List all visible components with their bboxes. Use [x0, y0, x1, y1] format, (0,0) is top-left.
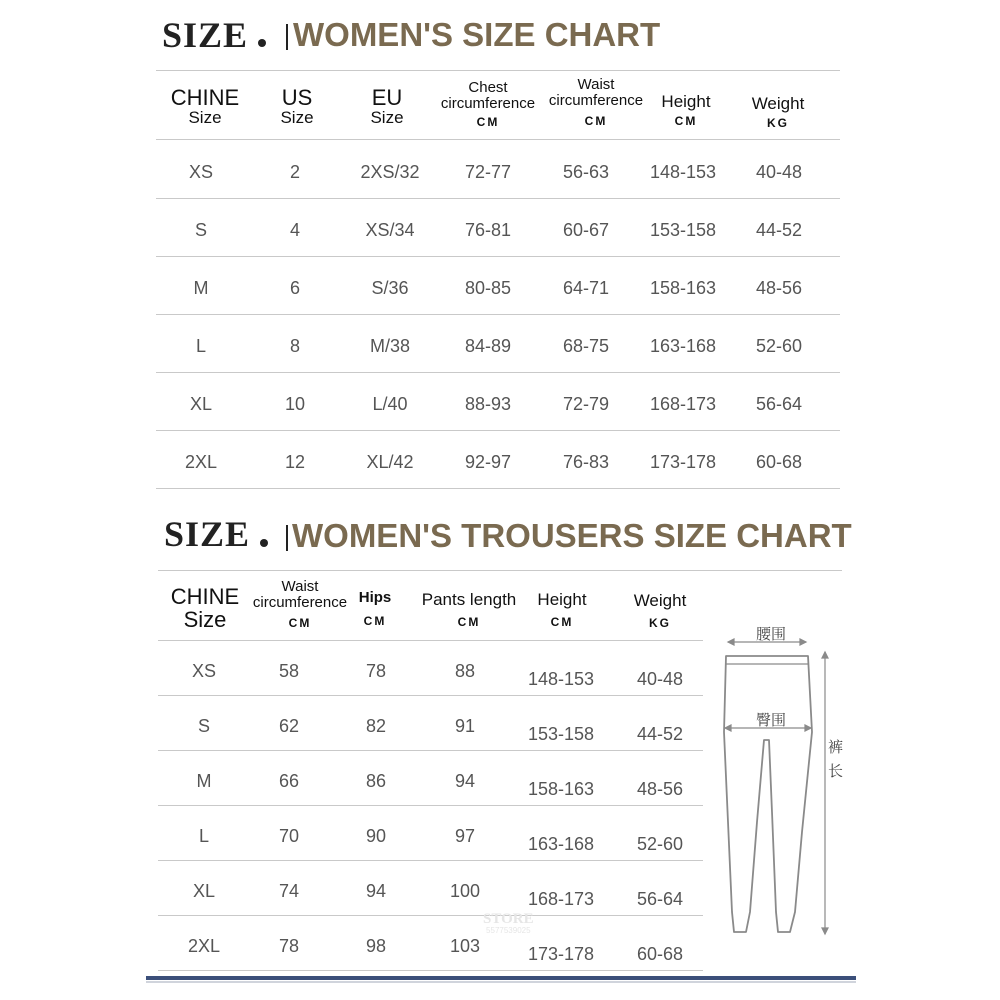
bottom-accent-bar [146, 976, 856, 980]
chart1-header-eu: EU Size [370, 85, 404, 128]
table-cell: 72-77 [464, 162, 512, 182]
row-divider [158, 805, 703, 806]
chart2-header-chine: CHINE Size [170, 584, 240, 633]
section2-divider [286, 525, 288, 551]
table-cell: 10 [284, 394, 306, 414]
table-cell: 2XS/32 [360, 162, 420, 182]
chart2-header-pants-length: Pants length CM [421, 590, 517, 629]
table-cell: L [198, 826, 209, 846]
table-cell: 2 [289, 162, 300, 182]
table-cell: 173-178 [649, 452, 717, 472]
table-cell: 8 [289, 336, 300, 356]
table-cell: 48-56 [636, 779, 684, 799]
table-cell: 12 [284, 452, 306, 472]
table-cell: 158-163 [527, 779, 595, 799]
section2-title: WOMEN'S TROUSERS SIZE CHART [292, 517, 852, 554]
store-watermark: STORE 5577539025 [483, 911, 534, 935]
table-cell: 148-153 [649, 162, 717, 182]
row-divider [158, 750, 703, 751]
table-cell: 70 [278, 826, 300, 846]
table-cell: 78 [365, 661, 387, 681]
section1-title: WOMEN'S SIZE CHART [293, 16, 661, 53]
table-cell: 60-67 [562, 220, 610, 240]
table-cell: 56-63 [562, 162, 610, 182]
table-cell: XS/34 [365, 220, 415, 240]
table-cell: 60-68 [636, 944, 684, 964]
table-cell: M [196, 771, 212, 791]
table-cell: 66 [278, 771, 300, 791]
table-cell: M/38 [369, 336, 411, 356]
chart1-header-waist: Waist circumference CM [548, 76, 644, 128]
chart1-header-rule [156, 139, 840, 140]
row-divider [158, 915, 703, 916]
waist-diagram-label: 腰围 [756, 626, 787, 643]
table-cell: 72-79 [562, 394, 610, 414]
table-cell: 64-71 [562, 278, 610, 298]
row-divider [158, 860, 703, 861]
table-cell: 6 [289, 278, 300, 298]
chart1-header-us: US Size [280, 85, 314, 128]
table-cell: 153-158 [527, 724, 595, 744]
table-cell: 78 [278, 936, 300, 956]
table-cell: 88-93 [464, 394, 512, 414]
row-divider [156, 198, 840, 199]
table-cell: 52-60 [755, 336, 803, 356]
table-cell: 68-75 [562, 336, 610, 356]
table-cell: 44-52 [636, 724, 684, 744]
section2-dot [260, 539, 268, 547]
table-cell: 60-68 [755, 452, 803, 472]
table-cell: 56-64 [636, 889, 684, 909]
table-cell: L [195, 336, 206, 356]
table-cell: 98 [365, 936, 387, 956]
section1-top-rule [156, 70, 840, 71]
table-cell: XL/42 [366, 452, 414, 472]
table-cell: 173-178 [527, 944, 595, 964]
table-cell: 91 [454, 716, 476, 736]
table-cell: 168-173 [527, 889, 595, 909]
table-cell: 158-163 [649, 278, 717, 298]
table-cell: 58 [278, 661, 300, 681]
chart1-header-weight: Weight KG [751, 94, 805, 130]
hips-diagram-label: 臀围 [756, 712, 787, 729]
table-cell: S [194, 220, 207, 240]
table-cell: 153-158 [649, 220, 717, 240]
table-cell: 52-60 [636, 834, 684, 854]
table-cell: 40-48 [636, 669, 684, 689]
row-divider [158, 695, 703, 696]
table-cell: M [193, 278, 209, 298]
table-cell: 2XL [184, 452, 218, 472]
section2-size-word: SIZE [164, 514, 251, 554]
table-cell: S/36 [371, 278, 409, 298]
table-cell: 168-173 [649, 394, 717, 414]
table-cell: 2XL [187, 936, 221, 956]
section1-dot [258, 39, 266, 47]
length-measure-line [822, 652, 828, 934]
row-divider [156, 430, 840, 431]
table-cell: 40-48 [755, 162, 803, 182]
table-cell: 82 [365, 716, 387, 736]
table-cell: XS [191, 661, 216, 681]
table-cell: 94 [454, 771, 476, 791]
table-cell: 74 [278, 881, 300, 901]
table-cell: 148-153 [527, 669, 595, 689]
table-cell: 84-89 [464, 336, 512, 356]
table-cell: 62 [278, 716, 300, 736]
table-cell: L/40 [372, 394, 408, 414]
chart2-header-height: Height CM [537, 590, 587, 629]
chart1-header-chest: Chest circumference CM [440, 79, 536, 129]
table-cell: 92-97 [464, 452, 512, 472]
length-diagram-label-1: 裤 [828, 739, 844, 756]
chart2-header-waist: Waist circumference CM [252, 578, 348, 630]
row-divider [156, 314, 840, 315]
table-cell: 4 [289, 220, 300, 240]
table-cell: XL [189, 394, 213, 414]
table-cell: 90 [365, 826, 387, 846]
chart2-header-weight: Weight KG [633, 591, 687, 630]
row-divider [156, 256, 840, 257]
table-cell: XL [192, 881, 216, 901]
table-cell: 103 [449, 936, 481, 956]
table-cell: 86 [365, 771, 387, 791]
section1-divider [286, 24, 288, 50]
row-divider [156, 372, 840, 373]
row-divider [156, 488, 840, 489]
chart1-header-height: Height CM [661, 92, 711, 128]
chart2-header-rule [158, 640, 703, 641]
table-cell: 97 [454, 826, 476, 846]
length-diagram-label-2: 长 [828, 763, 844, 780]
table-cell: 76-81 [464, 220, 512, 240]
table-cell: S [197, 716, 210, 736]
table-cell: 163-168 [527, 834, 595, 854]
table-cell: 56-64 [755, 394, 803, 414]
section2-top-rule [158, 570, 842, 571]
table-cell: XS [188, 162, 213, 182]
row-divider [158, 970, 703, 971]
table-cell: 163-168 [649, 336, 717, 356]
chart1-header-chine: CHINE Size [170, 85, 240, 128]
table-cell: 48-56 [755, 278, 803, 298]
table-cell: 100 [449, 881, 481, 901]
pants-outline [724, 656, 812, 932]
chart2-header-hips: Hips CM [358, 589, 392, 628]
table-cell: 80-85 [464, 278, 512, 298]
section1-size-word: SIZE [162, 15, 249, 55]
bottom-accent-bar-shadow [146, 981, 856, 983]
table-cell: 76-83 [562, 452, 610, 472]
table-cell: 94 [365, 881, 387, 901]
table-cell: 88 [454, 661, 476, 681]
table-cell: 44-52 [755, 220, 803, 240]
